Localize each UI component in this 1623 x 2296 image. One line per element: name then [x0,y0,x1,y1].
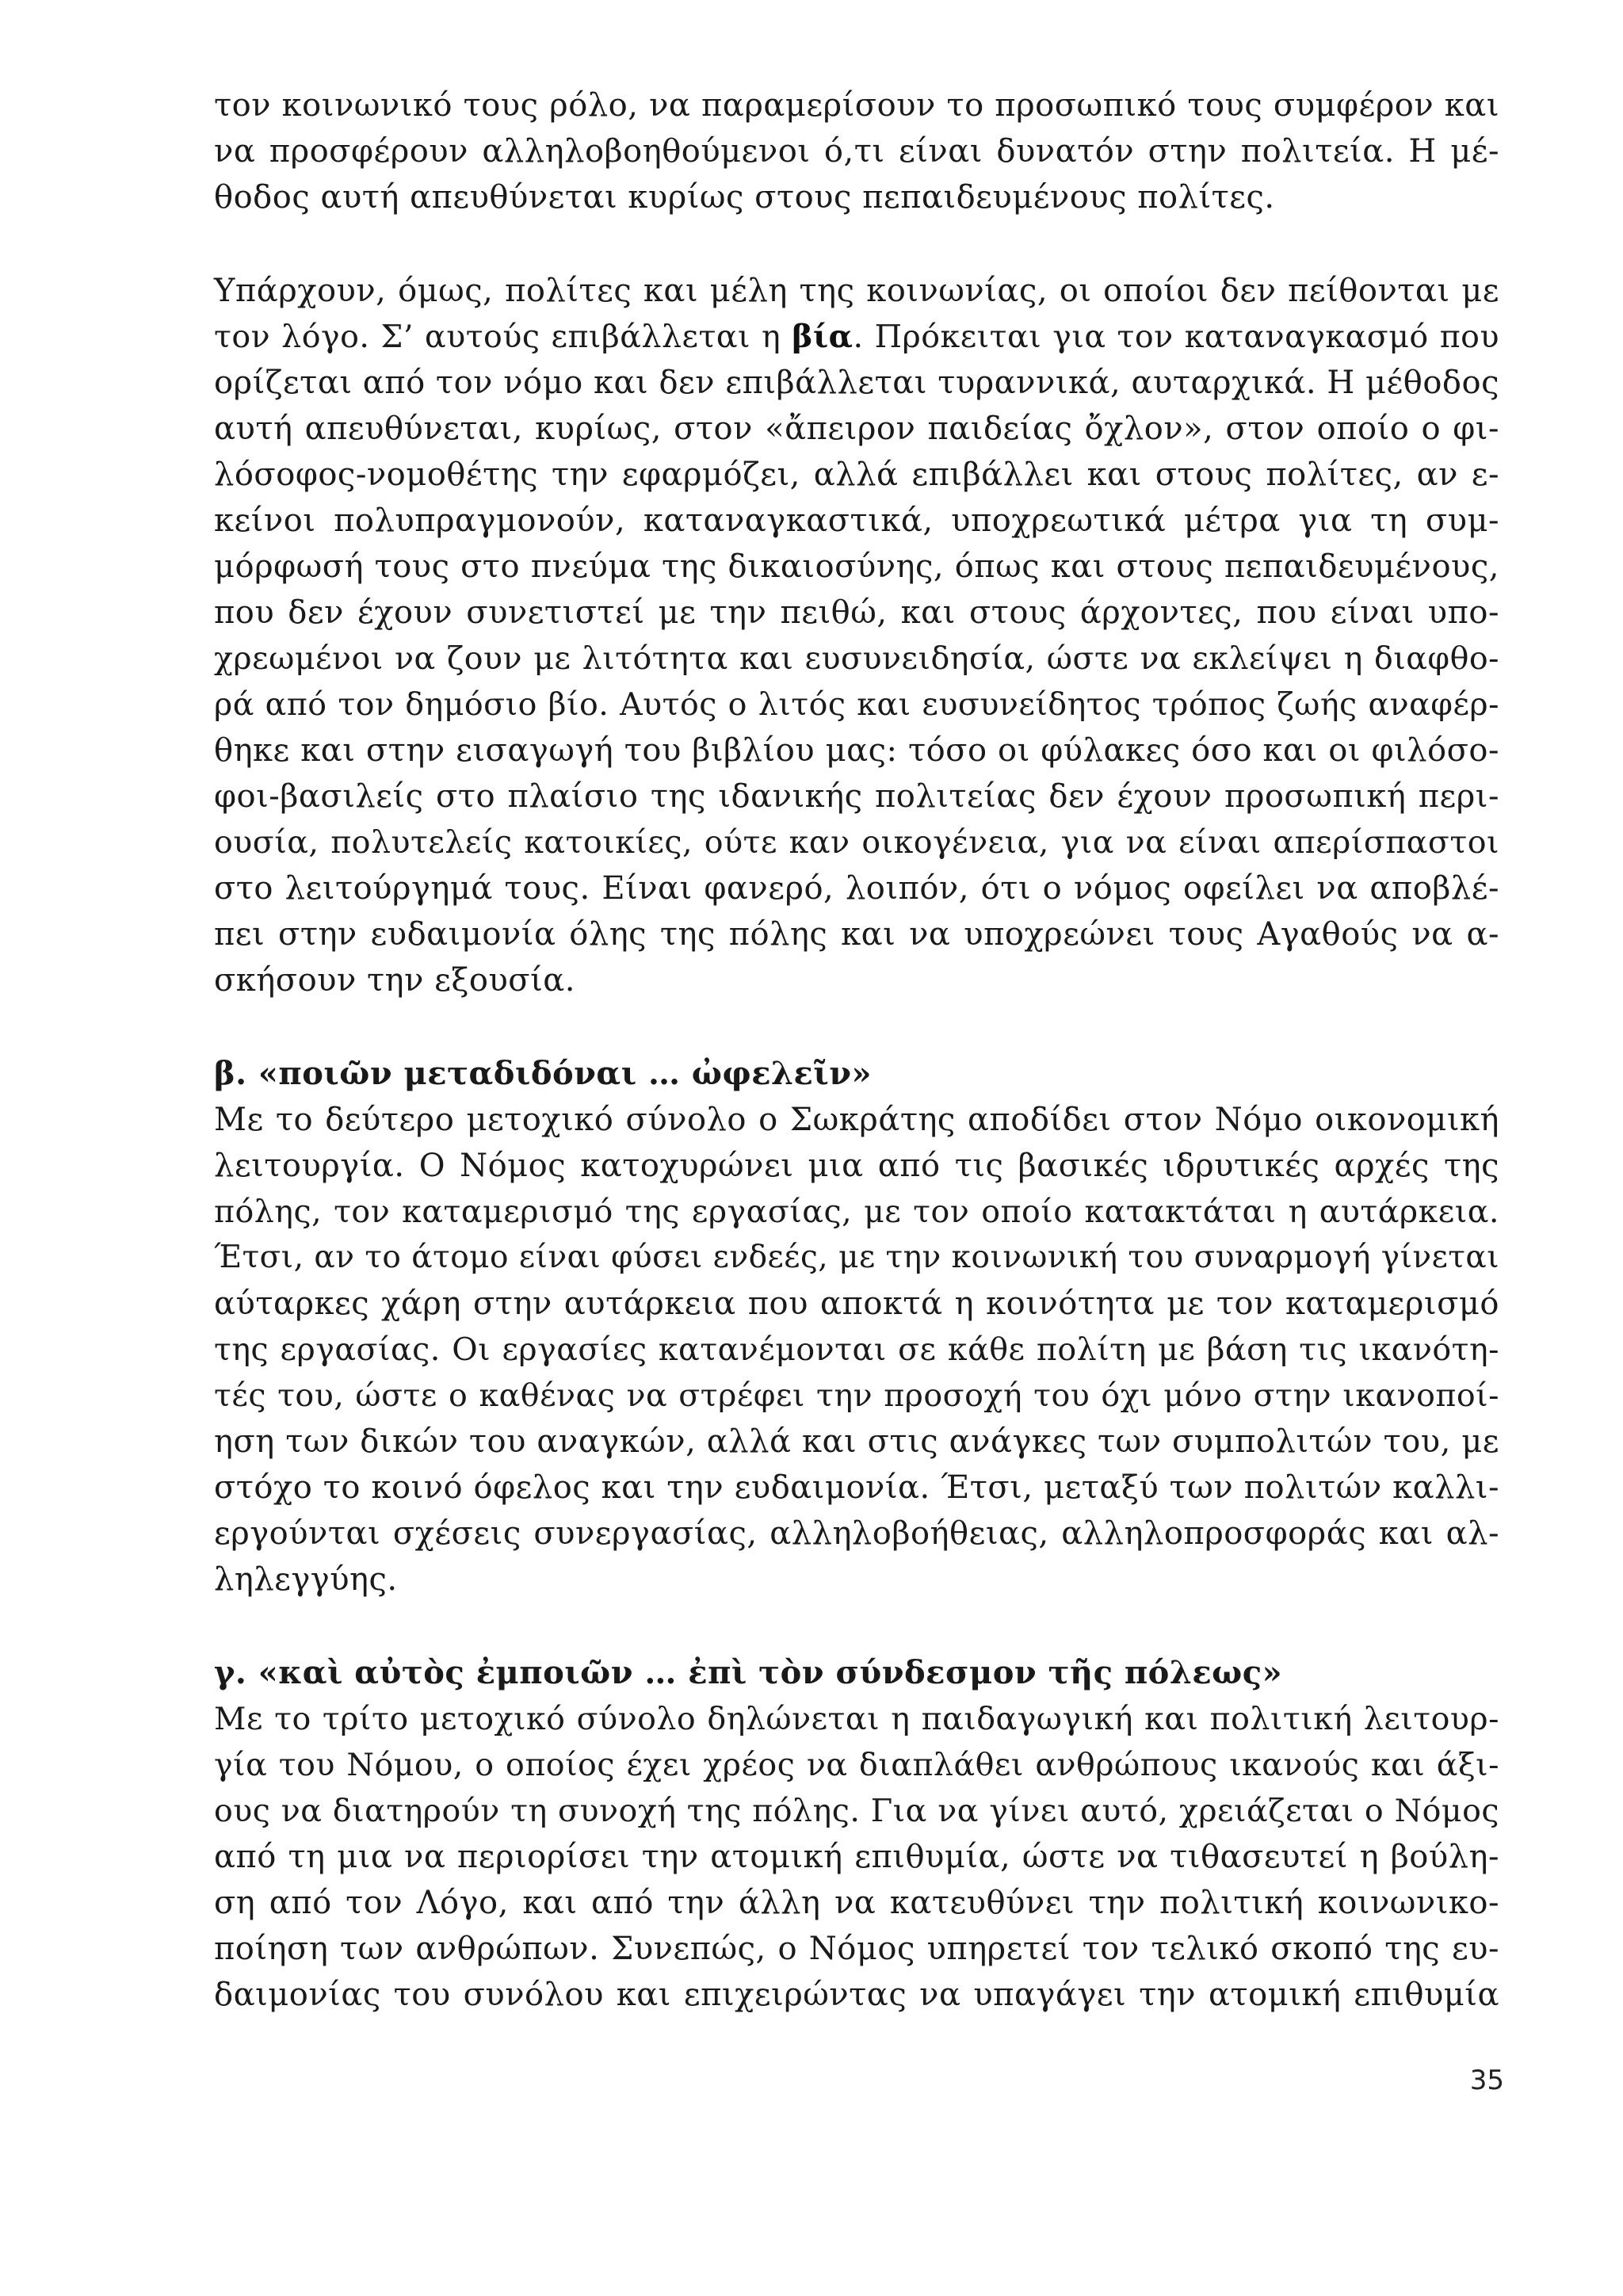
text-span: . Πρόκειται για τον καταναγκασμό που [853,319,1499,355]
text-line: Με το δεύτερο μετοχικό σύνολο ο Σωκράτης αποδίδει στον Νόμο οικονομική [214,1102,1499,1138]
text-line: φοι-βασιλείς στο πλαίσιο της ιδανικής πολιτείας δεν έχουν προσωπική περι- [214,778,1499,815]
text-line: δαιμονίας του συνόλου και επιχειρώντας να υπαγάγει την ατομική επιθυμία [214,1977,1499,2013]
text-line: τον κοινωνικό τους ρόλο, να παραμερίσουν το προσωπικό τους συμφέρον και [214,87,1499,124]
text-line: σκήσουν την εξουσία. [214,962,575,999]
text-line: μόρφωσή τους στο πνεύμα της δικαιοσύνης, όπως και στους πεπαιδευμένους, [214,548,1499,585]
text-line: από τη μια να περιορίσει την ατομική επιθυμία, ώστε να τιθασευτεί η βούλη- [214,1839,1499,1875]
text-line: τές του, ώστε ο καθένας να στρέφει την προσοχή του όχι μόνο στην ικανοποί- [214,1377,1499,1414]
text-line: ηση των δικών του αναγκών, αλλά και στις ανάγκες των συμπολιτών του, με [214,1423,1499,1460]
text-line: ση από τον Λόγο, και από την άλλη να κατευθύνει την πολιτική κοινωνικο- [214,1885,1499,1921]
text-line: ληλεγγύης. [214,1561,398,1598]
text-line: Έτσι, αν το άτομο είναι φύσει ενδεές, με την κοινωνική του συναρμογή γίνεται [214,1240,1499,1275]
text-line: λόσοφος-νομοθέτης την εφαρμόζει, αλλά επιβάλλει και στους πολίτες, αν ε- [214,457,1499,493]
section-heading-c: γ. «καὶ αὐτὸς ἐμποιῶν … ἐπὶ τὸν σύνδεσμον τῆς πόλεως» [214,1654,1283,1691]
text-line: ους να διατηρούν τη συνοχή της πόλης. Για να γίνει αυτό, χρειάζεται ο Νόμος [214,1793,1499,1829]
text-line: αύταρκες χάρη στην αυτάρκεια που αποκτά η κοινότητα με τον καταμερισμό [214,1286,1499,1322]
text-line: πόλης, τον καταμερισμό της εργασίας, με τον οποίο κατακτάται η αυτάρκεια. [214,1194,1499,1230]
text-line: στόχο το κοινό όφελος και την ευδαιμονία. Έτσι, μεταξύ των πολιτών καλλι- [214,1469,1499,1506]
text-line: Υπάρχουν, όμως, πολίτες και μέλη της κοινωνίας, οι οποίοι δεν πείθονται με [214,273,1499,309]
text-line: στο λειτούργημά τους. Είναι φανερό, λοιπόν, ότι ο νόμος οφείλει να αποβλέ- [214,870,1499,907]
text-line: γία του Νόμου, ο οποίος έχει χρέος να διαπλάθει ανθρώπους ικανούς και άξι- [214,1747,1499,1783]
text-line: κείνοι πολυπραγμονούν, καταναγκαστικά, υποχρεωτικά μέτρα για τη συμ- [214,502,1499,539]
text-line: αυτή απευθύνεται, κυρίως, στον «ἄπειρον παιδείας ὄχλον», στον οποίο ο φι- [214,411,1499,447]
text-line-with-emphasis [214,314,1499,360]
text-line: εργούνται σχέσεις συνεργασίας, αλληλοβοήθειας, αλληλοπροσφοράς και αλ- [214,1515,1499,1552]
text-line: θοδος αυτή απευθύνεται κυρίως στους πεπαιδευμένους πολίτες. [214,179,1275,216]
text-line: ρά από τον δημόσιο βίο. Αυτός ο λιτός και ευσυνείδητος τρόπος ζωής αναφέρ- [214,686,1499,723]
text-line: χρεωμένοι να ζουν με λιτότητα και ευσυνειδησία, ώστε να εκλείψει η διαφθο- [214,640,1499,677]
text-line: να προσφέρουν αλληλοβοηθούμενοι ό,τι είναι δυνατόν στην πολιτεία. Η μέ- [214,133,1499,170]
text-line: ποίηση των ανθρώπων. Συνεπώς, ο Νόμος υπηρετεί τον τελικό σκοπό της ευ- [214,1931,1499,1967]
text-line: της εργασίας. Οι εργασίες κατανέμονται σε κάθε πολίτη με βάση τις ικανότη- [214,1331,1499,1368]
text-line: ορίζεται από τον νόμο και δεν επιβάλλεται τυραννικά, αυταρχικά. Η μέθοδος [214,365,1499,401]
text-line: θηκε και στην εισαγωγή του βιβλίου μας: τόσο οι φύλακες όσο και οι φιλόσο- [214,732,1499,769]
text-line: Με το τρίτο μετοχικό σύνολο δηλώνεται η παιδαγωγική και πολιτική λειτουρ- [214,1701,1499,1737]
text-line: ουσία, πολυτελείς κατοικίες, ούτε καν οικογένεια, για να είναι απερίσπαστοι [214,824,1499,861]
text-line: πει στην ευδαιμονία όλης της πόλης και να υποχρεώνει τους Αγαθούς να α- [214,916,1499,953]
text-span: τον λόγο. Σ’ αυτούς επιβάλλεται η [214,319,792,355]
text-line: λειτουργία. Ο Νόμος κατοχυρώνει μια από τις βασικές ιδρυτικές αρχές της [214,1148,1499,1184]
emphasis-bia: βία [792,319,854,355]
section-heading-b: β. «ποιῶν μεταδιδόναι … ὠφελεῖν» [214,1055,872,1092]
page-number: 35 [1469,2065,1504,2096]
text-line: που δεν έχουν συνετιστεί με την πειθώ, και στους άρχοντες, που είναι υπο- [214,594,1499,631]
